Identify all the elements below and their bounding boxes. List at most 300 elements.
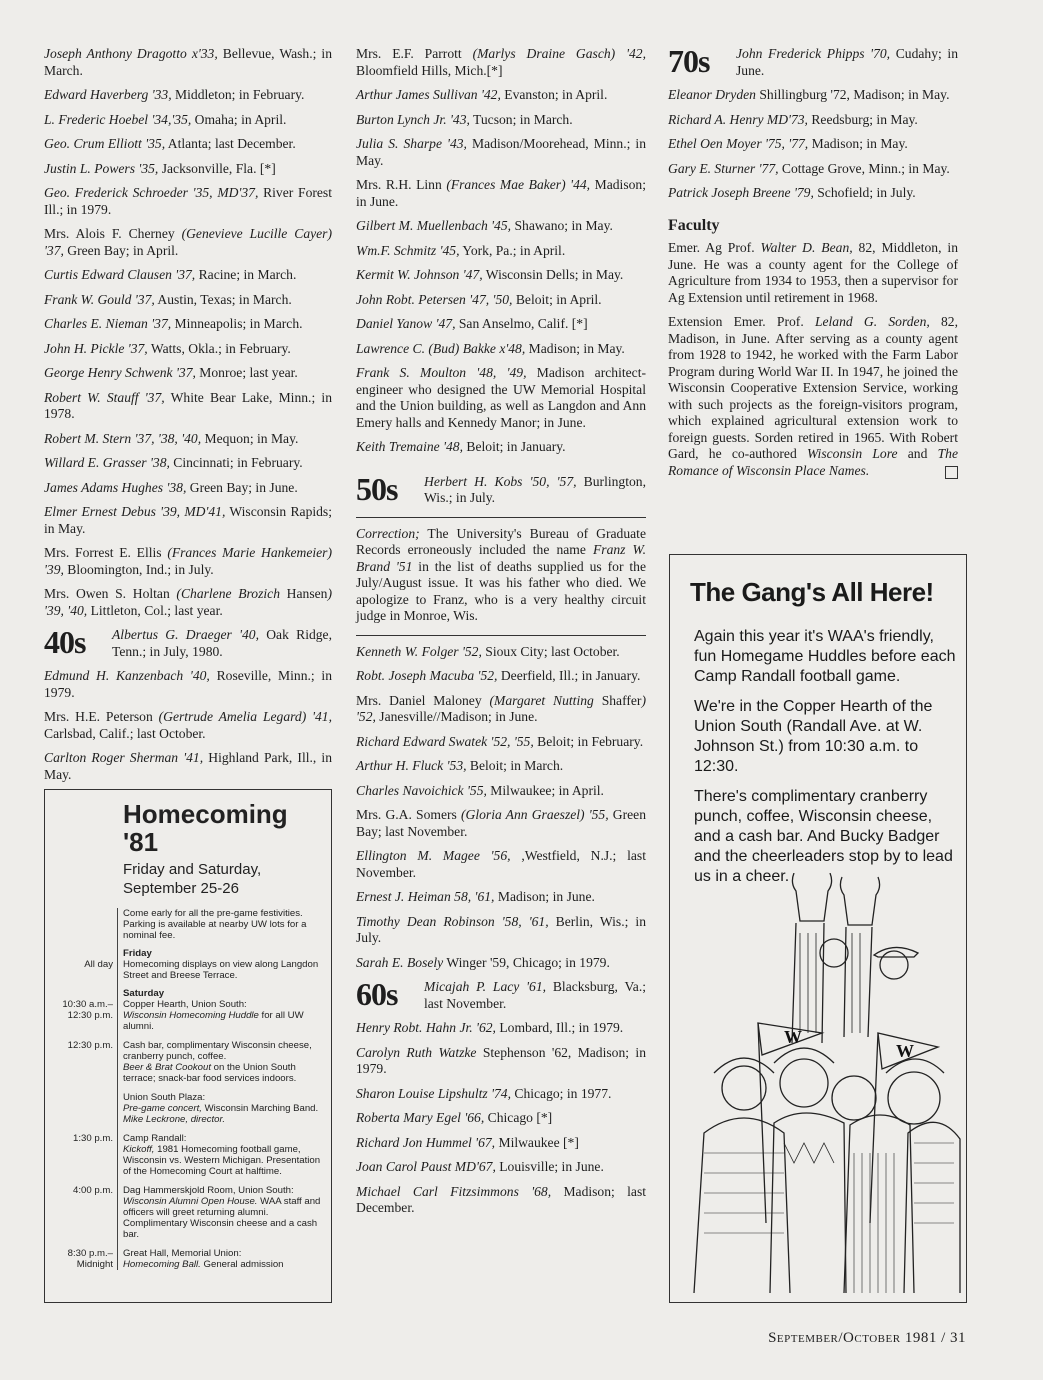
schedule-row	[45, 999, 331, 1032]
entry-name: John H. Pickle '37,	[44, 340, 148, 356]
faculty-entry	[668, 314, 958, 479]
entry-name: Edward Haverberg '33,	[44, 87, 172, 102]
end-mark-icon	[945, 466, 958, 479]
entry-name: (Marlys Draine Gasch) '42,	[472, 46, 646, 61]
entry-name: Michael Carl Fitzsimmons '68,	[356, 1183, 552, 1199]
entry-details: Jacksonville, Fla. [*]	[158, 160, 276, 176]
page-footer	[768, 1330, 966, 1347]
entry-name: Frank W. Gould '37,	[44, 291, 155, 307]
faculty-details: 82, Madison, in June. After serving as a county agent from 1928 to 1942, he worked with the Farm Labor Program during World War II. In 1947, he joined the Wisconsin Cooperative Extension Service, working with such projects as the foreign-visitors program, which explained agricultural extension work to foreign guests. Sorden retired in 1965. With Robert Gard, he co-authored	[668, 314, 958, 461]
event-name: Homecoming Ball.	[123, 1259, 201, 1270]
entry-details: Mrs. G.A. Somers	[356, 807, 461, 822]
entry-name: Ethel Oen Moyer '75, '77,	[668, 136, 809, 151]
obituary-entry	[44, 292, 332, 309]
decade-70s	[668, 43, 959, 79]
homecoming-schedule	[45, 908, 331, 1270]
obituary-entry	[44, 750, 332, 783]
faculty-title: Extension Emer. Prof.	[668, 314, 815, 329]
entry-details: Chicago; in 1977.	[510, 1085, 612, 1101]
schedule-time: 8:30 p.m.– Midnight	[67, 1248, 113, 1270]
entry-details: Wisconsin Rapids; in May.	[44, 504, 333, 536]
parking-note: Come early for all the pre-game festivities. Parking is available at nearby UW lots for a nominal fee.	[117, 908, 331, 941]
entry-name: Timothy Dean Robinson '58, '61,	[356, 913, 549, 929]
obituary-entry	[44, 112, 332, 129]
event-place: Copper Hearth, Union South:	[123, 999, 247, 1010]
entry-name: Joseph Anthony Dragotto x'33,	[44, 46, 218, 61]
obituary-list-40s	[44, 668, 332, 783]
entry-details: Madison; in May.	[525, 340, 625, 356]
entry-name: Curtis Edward Clausen '37,	[44, 267, 196, 282]
event-detail: for all UW alumni.	[123, 1010, 304, 1032]
gang-paragraph-1: Again this year it's WAA's friendly, fun Homegame Huddles before each Camp Randall football game.	[694, 628, 956, 685]
obituary-entry	[356, 1135, 646, 1152]
entry-details: Bloomfield Hills, Mich.[*]	[356, 62, 503, 78]
schedule-event	[117, 1133, 331, 1177]
entry-name: Edmund H. Kanzenbach '40,	[44, 668, 210, 683]
entry-details: Littleton, Col.; last year.	[87, 602, 223, 618]
obituary-entry	[356, 136, 646, 169]
entry-name: Justin L. Powers '35,	[44, 160, 159, 176]
entry-name: Charles E. Nieman '37,	[44, 316, 172, 331]
entry-details: Madison/Moorehead, Minn.; in May.	[356, 136, 647, 168]
schedule-event	[117, 1092, 331, 1125]
column-2	[356, 46, 646, 1225]
obituary-entry	[44, 480, 332, 497]
entry-details: Green Bay; last November.	[356, 807, 647, 839]
entry-name: Ellington M. Magee '56,	[356, 848, 511, 863]
cheerleader-head	[820, 939, 848, 967]
entry-name: Gilbert M. Muellenbach '45,	[356, 218, 512, 233]
decade-40s	[44, 624, 332, 660]
entry-details: Hansen	[280, 586, 328, 601]
entry-details: Reedsburg; in May.	[807, 111, 918, 127]
obituary-entry	[44, 455, 332, 472]
entry-details: Watts, Okla.; in February.	[147, 340, 291, 356]
entry-details: Berlin, Wis.; in July.	[356, 913, 646, 945]
homecoming-dates: Friday and Saturday, September 25-26	[123, 861, 262, 897]
entry-name: Patrick Joseph Breene '79,	[668, 185, 814, 200]
obituary-entry	[668, 161, 958, 178]
correction-text: The University's Bureau of Graduate Records erroneously included the name	[356, 525, 646, 557]
entry-name: ) '52,	[356, 692, 646, 724]
entry-name: Albertus G. Draeger '40,	[112, 627, 259, 642]
entry-details: Madison; in June.	[494, 889, 595, 904]
book-title: The Romance of Wisconsin Place Names.	[668, 446, 958, 478]
entry-details: Middleton; in February.	[171, 87, 305, 102]
event-detail: 1981 Homecoming football game, Wisconsin vs. Western Michigan. Presentation of the Homecoming Court at halftime.	[123, 1144, 321, 1177]
obituary-entry	[44, 136, 332, 153]
entry-name: Sarah E. Bosely	[356, 954, 444, 970]
entry-details: Beloit; in February.	[533, 733, 644, 749]
entry-name: ) '39, '40,	[44, 586, 332, 618]
obituary-entry	[356, 668, 646, 685]
obituary-entry	[112, 627, 332, 660]
pennant-letter-right: W	[896, 1041, 914, 1061]
correction-name: Franz W. Brand '51	[356, 542, 646, 574]
obituary-entry	[356, 218, 646, 235]
faculty-title: Emer. Ag Prof.	[668, 240, 761, 255]
obituary-entry	[44, 185, 332, 218]
decade-50s	[356, 470, 646, 507]
obituary-entry	[356, 365, 646, 431]
divider	[356, 635, 646, 636]
entry-name: Elmer Ernest Debus '39, MD'41,	[44, 504, 226, 519]
gang-all-here-box	[669, 554, 967, 1303]
fan-head	[722, 1066, 766, 1110]
obituary-entry	[44, 504, 332, 537]
obituary-list-40s-cont	[356, 46, 646, 456]
entry-details: San Anselmo, Calif. [*]	[455, 316, 588, 331]
decade-label: 60s	[356, 976, 398, 1012]
event-name: Wisconsin Alumni Open House.	[123, 1196, 258, 1207]
cheering-fans-illustration	[674, 873, 962, 1293]
obituary-entry	[356, 1159, 646, 1176]
fan-head	[780, 1059, 828, 1107]
event-place: Union South Plaza:	[123, 1092, 206, 1103]
entry-details: Carlsbad, Calif.; last October.	[44, 725, 206, 741]
obituary-entry	[668, 185, 958, 202]
entry-details: Bellevue, Wash.; in March.	[44, 46, 332, 78]
faculty-entry	[668, 240, 958, 306]
obituary-entry	[44, 365, 332, 382]
entry-name: Geo. Frederick Schroeder '35, MD'37,	[44, 185, 259, 200]
entry-details: Mrs. E.F. Parrott	[356, 46, 473, 61]
entry-details: Mrs. Alois F. Cherney	[44, 226, 182, 241]
entry-name: Ernest J. Heiman 58, '61,	[356, 889, 495, 904]
entry-details: Deerfield, Ill.; in January.	[497, 668, 641, 683]
raised-hand-left	[792, 873, 831, 921]
event-place: Cash bar, complimentary Wisconsin cheese, cranberry punch, coffee.	[123, 1040, 312, 1062]
obituary-list-30s	[44, 46, 332, 619]
entry-details: Schofield; in July.	[813, 185, 916, 200]
decade-60s	[356, 976, 647, 1012]
event-extra: Mike Leckrone, director.	[123, 1114, 226, 1125]
entry-details: Tucson; in March.	[469, 111, 573, 127]
obituary-entry	[668, 87, 958, 104]
entry-details: Beloit; in April.	[512, 291, 602, 307]
obituary-entry	[44, 586, 332, 619]
entry-name: Carlton Roger Sherman '41,	[44, 750, 204, 765]
entry-name: Richard Jon Hummel '67,	[356, 1134, 496, 1150]
entry-name: Julia S. Sharpe '43,	[356, 136, 467, 151]
obituary-entry	[356, 693, 646, 726]
obituary-entry	[356, 1086, 646, 1103]
schedule-event	[117, 1040, 331, 1084]
decade-label: 50s	[356, 470, 398, 507]
schedule-row	[45, 1185, 331, 1240]
entry-details: River Forest Ill.; in 1979.	[44, 185, 333, 217]
entry-name: Willard E. Grasser '38,	[44, 455, 170, 470]
column-1	[44, 46, 332, 791]
entry-name: Wm.F. Schmitz '45,	[356, 242, 460, 258]
obituary-entry	[356, 783, 646, 800]
entry-details: Highland Park, Ill., in May.	[44, 750, 333, 782]
entry-details: York, Pa.; in April.	[459, 242, 566, 258]
entry-name: James Adams Hughes '38,	[44, 479, 187, 495]
entry-name: (Gertrude Amelia Legard) '41,	[158, 709, 332, 724]
obituary-entry	[356, 955, 646, 972]
obituary-entry	[356, 341, 646, 358]
entry-name: Richard Edward Swatek '52, '55,	[356, 733, 534, 749]
entry-name: Robert M. Stern '37, '38, '40,	[44, 430, 202, 446]
homecoming-schedule-box	[44, 789, 332, 1303]
obituary-entry	[356, 1045, 646, 1078]
entry-name: Micajah P. Lacy '61,	[424, 979, 547, 994]
event-name: Wisconsin Homecoming Huddle	[123, 1010, 259, 1021]
event-name: Beer & Brat Cookout	[123, 1062, 211, 1073]
obituary-entry	[356, 734, 646, 751]
schedule-time: All day	[84, 959, 113, 970]
obituary-entry	[356, 889, 646, 906]
decade-label: 70s	[668, 43, 710, 79]
obituary-entry	[356, 848, 646, 881]
entry-name: Lawrence C. (Bud) Bakke x'48,	[356, 340, 526, 356]
conjunction: and	[897, 446, 938, 461]
entry-details: Shawano; in May.	[511, 218, 613, 233]
faculty-details: 82, Middleton, in June. He was a county agent for the College of Agriculture from 1934 to 1953, then a supervisor for Ag Extension until retirement in 1968.	[668, 240, 958, 305]
event-detail: Wisconsin Marching Band.	[201, 1103, 319, 1114]
entry-details: Omaha; in April.	[191, 111, 287, 127]
entry-details: Cottage Grove, Minn.; in May.	[778, 160, 950, 176]
obituary-entry	[736, 46, 958, 79]
obituary-entry	[356, 1020, 646, 1037]
obituary-list-70s	[668, 87, 958, 202]
obituary-entry	[44, 390, 332, 423]
obituary-entry	[356, 914, 646, 947]
pennant-letter-left: W	[784, 1027, 802, 1047]
schedule-row	[45, 1248, 331, 1270]
entry-details: Madison; in June.	[356, 177, 646, 209]
correction-notice	[356, 526, 646, 625]
entry-details: Winger '59, Chicago; in 1979.	[443, 954, 610, 970]
obituary-entry	[356, 439, 646, 456]
faculty-name: Leland G. Sorden,	[814, 314, 930, 329]
saturday-schedule	[45, 999, 331, 1270]
entry-details: Green Bay; in June.	[186, 479, 298, 495]
entry-details: Stephenson '62, Madison; in 1979.	[356, 1044, 646, 1076]
obituary-entry	[356, 46, 646, 79]
correction-text-2: in the list of deaths supplied us for the July/August issue. It was his father who died. We apologize to Franz, who is a very healthy circuit judge in Monroe, Wis.	[356, 558, 646, 623]
column-3	[668, 44, 958, 487]
entry-details: Madison architect-engineer who designed the UW Memorial Hospital and the Union building, as well as Langdon and Ann Emery halls and Kennedy Manor; in June.	[356, 365, 646, 430]
entry-name: Robt. Joseph Macuba '52,	[356, 668, 498, 683]
entry-details: Racine; in March.	[195, 267, 297, 282]
issue-year-page: 1981 / 31	[900, 1330, 966, 1346]
entry-details: Madison; last December.	[356, 1183, 647, 1215]
entry-name: Geo. Crum Elliott '35,	[44, 136, 166, 151]
obituary-entry	[356, 1110, 646, 1127]
entry-name: Carolyn Ruth Watzke	[356, 1044, 477, 1060]
entry-details: Mequon; in May.	[201, 430, 299, 446]
schedule-event	[117, 1248, 331, 1270]
entry-details: Madison; in May.	[808, 136, 908, 151]
obituary-entry	[44, 668, 332, 701]
obituary-entry	[356, 292, 646, 309]
obituary-entry	[356, 87, 646, 104]
entry-name: Burton Lynch Jr. '43,	[356, 111, 470, 127]
obituary-entry	[356, 112, 646, 129]
obituary-entry	[424, 979, 646, 1012]
event-place: Great Hall, Memorial Union:	[123, 1248, 242, 1259]
entry-details: Mrs. H.E. Peterson	[44, 709, 159, 724]
entry-details: Evanston; in April.	[500, 87, 608, 102]
entry-details: Louisville; in June.	[495, 1159, 604, 1174]
obituary-list-60s	[356, 1020, 646, 1217]
entry-details: Wisconsin Dells; in May.	[482, 267, 624, 282]
entry-details: Burlington, Wis.; in July.	[424, 473, 646, 505]
entry-name: Richard A. Henry MD'73,	[668, 111, 808, 127]
entry-details: Beloit; in March.	[466, 758, 564, 773]
entry-details: White Bear Lake, Minn.; in 1978.	[44, 389, 332, 421]
obituary-entry	[356, 177, 646, 210]
event-place: Camp Randall:	[123, 1133, 187, 1144]
entry-name: Kermit W. Johnson '47,	[356, 267, 483, 282]
schedule-event: Homecoming displays on view along Langdon Street and Breese Terrace.	[117, 959, 331, 981]
event-detail: General admission	[200, 1259, 284, 1270]
issue-month: September/October	[768, 1330, 901, 1346]
entry-name: (Gloria Ann Graeszel) '55,	[460, 807, 609, 822]
entry-details: Cudahy; in June.	[736, 46, 959, 78]
obituary-list-50s	[356, 644, 646, 972]
entry-details: Mrs. Owen S. Holtan	[44, 586, 177, 601]
obituary-entry	[44, 267, 332, 284]
entry-name: Eleanor Dryden	[668, 87, 756, 102]
entry-details: Minneapolis; in March.	[171, 316, 303, 331]
event-name: Pre-game concert,	[123, 1103, 202, 1114]
entry-details: Milwaukee [*]	[495, 1134, 579, 1150]
obituary-entry	[356, 644, 646, 661]
entry-details: Bloomington, Ind.; in July.	[63, 561, 214, 577]
entry-name: Henry Robt. Hahn Jr. '62,	[356, 1020, 496, 1035]
gang-title: The Gang's All Here!	[690, 577, 934, 607]
entry-name: (Frances Mae Baker) '44,	[446, 177, 591, 192]
gang-paragraph-3: There's complimentary cranberry punch, coffee, Wisconsin cheese, and a cash bar. And Bucky Badger and the cheerleaders stop by to lead us in a cheer.	[694, 788, 953, 885]
event-name: Kickoff,	[123, 1144, 155, 1155]
entry-name: Arthur H. Fluck '53,	[356, 758, 467, 773]
raised-hand-right	[840, 877, 879, 925]
entry-name: John Frederick Phipps '70,	[736, 46, 891, 61]
cheerleader-head	[880, 951, 908, 979]
obituary-entry	[44, 709, 332, 742]
obituary-entry	[44, 341, 332, 358]
obituary-entry	[356, 807, 646, 840]
obituary-entry	[356, 316, 646, 333]
event-detail: WAA staff and officers will greet returning alumni. Complimentary Wisconsin cheese and a cash bar.	[123, 1196, 321, 1240]
entry-details: Milwaukee; in April.	[486, 782, 604, 798]
entry-details: Chicago [*]	[484, 1110, 553, 1125]
schedule-time: 12:30 p.m.	[67, 1040, 113, 1051]
book-title: Wisconsin Lore	[806, 446, 898, 461]
entry-details: Cincinnati; in February.	[169, 455, 303, 470]
entry-details: Sioux City; last October.	[481, 643, 620, 659]
saturday-label: Saturday	[117, 981, 331, 999]
schedule-time: 10:30 a.m.– 12:30 p.m.	[62, 999, 113, 1021]
schedule-time: 1:30 p.m.	[73, 1133, 113, 1144]
entry-name: Frank S. Moulton '48, '49,	[356, 365, 527, 380]
obituary-entry	[44, 431, 332, 448]
obituary-entry	[44, 226, 332, 259]
entry-name: George Henry Schwenk '37,	[44, 365, 196, 380]
obituary-entry	[668, 112, 958, 129]
correction-lead: Correction;	[356, 525, 420, 541]
obituary-entry	[424, 474, 646, 507]
friday-label: Friday	[117, 941, 331, 959]
entry-name: (Frances Marie Hankemeier) '39,	[44, 545, 332, 577]
obituary-entry	[356, 267, 646, 284]
entry-name: Arthur James Sullivan '42,	[356, 87, 501, 102]
entry-details: Mrs. Forrest E. Ellis	[44, 545, 168, 560]
obituary-entry	[668, 136, 958, 153]
obituary-entry	[44, 87, 332, 104]
entry-details: Shillingburg '72, Madison; in May.	[755, 87, 950, 102]
entry-name: Herbert H. Kobs '50, '57,	[424, 473, 577, 489]
schedule-event	[117, 999, 331, 1032]
entry-name: Gary E. Sturner '77,	[668, 160, 779, 176]
entry-name: Robert W. Stauff '37,	[44, 389, 165, 405]
obituary-entry	[356, 243, 646, 260]
entry-details: Green Bay; in April.	[63, 242, 179, 258]
decade-label: 40s	[44, 624, 86, 660]
schedule-time: 4:00 p.m.	[73, 1185, 113, 1196]
fan-head	[888, 1072, 940, 1124]
obituary-entry	[356, 1184, 646, 1217]
entry-name: (Genevieve Lucille Cayer) '37,	[44, 226, 332, 258]
entry-name: Keith Tremaine '48,	[356, 439, 463, 454]
homecoming-title: Homecoming '81	[123, 799, 288, 857]
faculty-name: Walter D. Bean,	[760, 240, 853, 255]
schedule-time	[45, 1092, 117, 1125]
entry-name: Charles Navoichick '55,	[356, 782, 487, 798]
faculty-heading: Faculty	[668, 216, 720, 234]
entry-details: Roseville, Minn.; in 1979.	[44, 668, 332, 700]
obituary-entry	[44, 161, 332, 178]
entry-details: Monroe; last year.	[195, 365, 298, 380]
entry-details: Austin, Texas; in March.	[154, 291, 292, 307]
entry-name: Roberta Mary Egel '66,	[356, 1110, 485, 1125]
entry-details: Mrs. Daniel Maloney	[356, 692, 490, 708]
obituary-entry	[44, 316, 332, 333]
obituary-entry	[44, 545, 332, 578]
entry-details: ,Westfield, N.J.; last November.	[356, 848, 646, 880]
gang-paragraph-2: We're in the Copper Hearth of the Union South (Randall Ave. at W. Johnson St.) from 10:30 a.m. to 12:30.	[694, 698, 933, 775]
schedule-event	[117, 1185, 331, 1240]
obituary-entry	[356, 758, 646, 775]
entry-details: Janesville//Madison; in June.	[375, 709, 538, 724]
entry-name: Joan Carol Paust MD'67,	[356, 1159, 496, 1174]
schedule-row	[45, 1092, 331, 1125]
entry-name: Sharon Louise Lipshultz '74,	[356, 1085, 511, 1101]
entry-name: (Charlene Brozich	[176, 586, 280, 601]
entry-name: Daniel Yanow '47,	[356, 316, 456, 331]
entry-details: Blacksburg, Va.; last November.	[424, 979, 647, 1011]
entry-name: (Margaret Nutting	[489, 692, 594, 708]
divider	[356, 517, 646, 518]
schedule-row	[45, 1040, 331, 1084]
obituary-entry	[44, 46, 332, 79]
entry-details: Mrs. R.H. Linn	[356, 177, 447, 192]
entry-name: Kenneth W. Folger '52,	[356, 643, 482, 659]
entry-name: L. Frederic Hoebel '34,'35,	[44, 111, 192, 127]
fan-head	[832, 1076, 876, 1120]
entry-details: Oak Ridge, Tenn.; in July, 1980.	[112, 627, 332, 659]
entry-details: Lombard, Ill.; in 1979.	[495, 1020, 624, 1035]
event-detail: on the Union South terrace; snack-bar food services indoors.	[123, 1062, 297, 1084]
entry-name: John Robt. Petersen '47, '50,	[356, 291, 513, 307]
schedule-row	[45, 1133, 331, 1177]
event-place: Dag Hammerskjold Room, Union South:	[123, 1185, 294, 1196]
entry-details: Atlanta; last December.	[165, 136, 296, 151]
entry-details: Beloit; in January.	[463, 439, 566, 454]
